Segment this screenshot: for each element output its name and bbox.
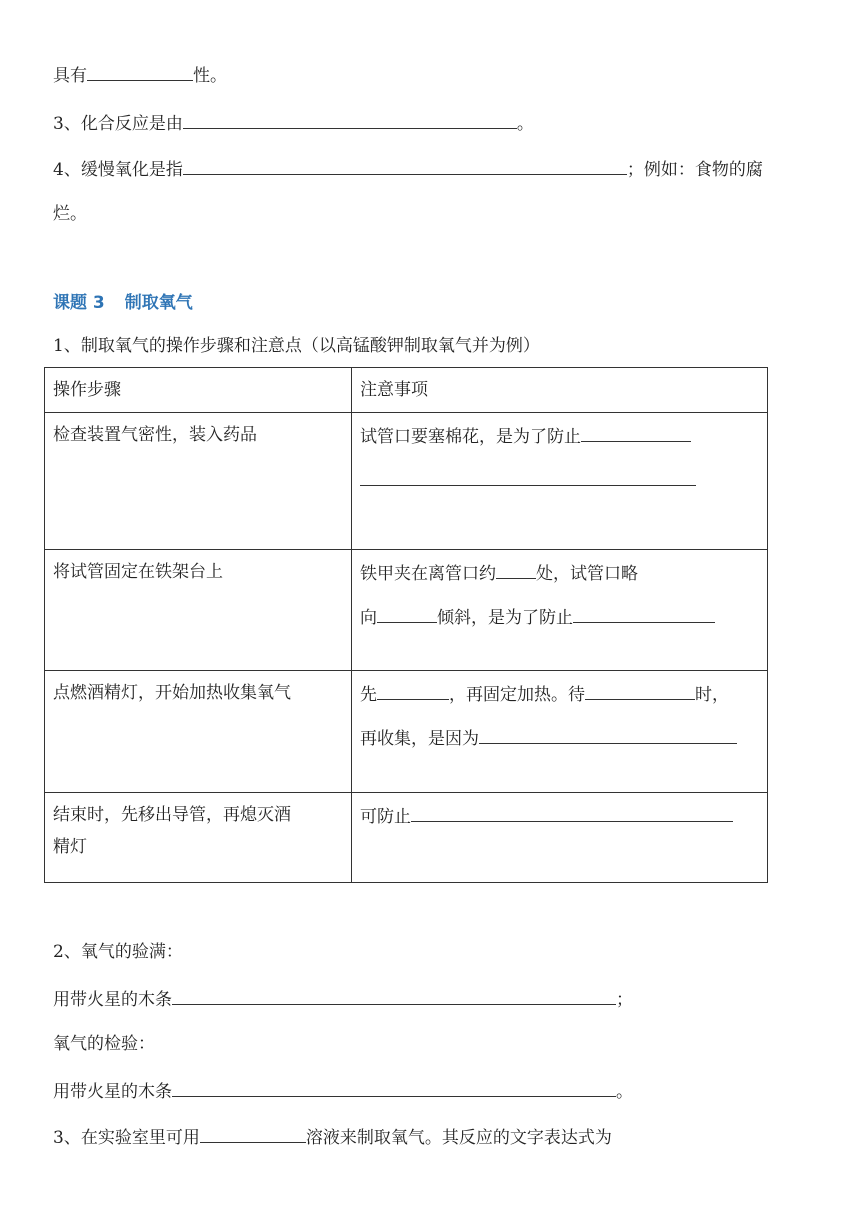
row-note: 先 ，再固定加热。待 时， 再收集，是因为 — [352, 671, 768, 793]
row-step: 点燃酒精灯，开始加热收集氧气 — [45, 671, 352, 793]
answer-blank[interactable] — [377, 681, 449, 700]
header-step: 操作步骤 — [45, 368, 352, 413]
table-row — [45, 550, 768, 671]
answer-blank[interactable] — [496, 560, 536, 579]
row-step: 将试管固定在铁架台上 — [45, 550, 352, 671]
answer-blank[interactable] — [479, 725, 737, 744]
fill-line-slow-oxidation: 4、缓慢氧化是指 ；例如：食物的腐 — [53, 156, 763, 182]
header-note: 注意事项 — [352, 368, 768, 413]
table-row — [45, 793, 768, 883]
answer-blank[interactable] — [172, 1078, 616, 1097]
row-step: 结束时，先移出导管，再熄灭酒 精灯 — [45, 793, 352, 883]
table-header-row — [45, 368, 768, 413]
answer-blank[interactable] — [172, 986, 616, 1005]
answer-blank[interactable] — [183, 110, 517, 129]
section-heading: 课题 3 制取氧气 — [53, 293, 193, 313]
answer-blank[interactable] — [585, 681, 695, 700]
fill-line-combination-reaction: 3、化合反应是由 。 — [53, 110, 534, 136]
row-note: 试管口要塞棉花，是为了防止 — [352, 413, 768, 550]
row-note: 可防止 — [352, 793, 768, 883]
procedure-table — [44, 367, 768, 883]
table-row — [45, 413, 768, 550]
question-1: 1、制取氧气的操作步骤和注意点（以高锰酸钾制取氧气并为例） — [53, 336, 540, 356]
oxygen-test-title: 氧气的检验： — [53, 1034, 155, 1054]
answer-blank[interactable] — [377, 604, 437, 623]
fill-line-property: 具有 性。 — [53, 62, 227, 88]
answer-blank[interactable] — [183, 156, 627, 175]
question-2: 2、氧气的验满： — [53, 942, 183, 962]
answer-blank[interactable] — [411, 803, 733, 822]
fill-line-oxygen-full: 用带火星的木条 ； — [53, 986, 633, 1012]
fill-line-oxygen-test: 用带火星的木条 。 — [53, 1078, 633, 1104]
row-note: 铁甲夹在离管口约 处，试管口略 向 倾斜，是为了防止 — [352, 550, 768, 671]
answer-blank[interactable] — [360, 467, 696, 486]
answer-blank[interactable] — [87, 62, 193, 81]
row-step: 检查装置气密性，装入药品 — [45, 413, 352, 550]
question-3: 3、在实验室里可用 溶液来制取氧气。其反应的文字表达式为 — [53, 1124, 612, 1150]
answer-blank[interactable] — [200, 1124, 306, 1143]
fill-line-slow-oxidation-wrap: 烂。 — [53, 204, 87, 224]
table-row — [45, 671, 768, 793]
answer-blank[interactable] — [573, 604, 715, 623]
answer-blank[interactable] — [581, 423, 691, 442]
